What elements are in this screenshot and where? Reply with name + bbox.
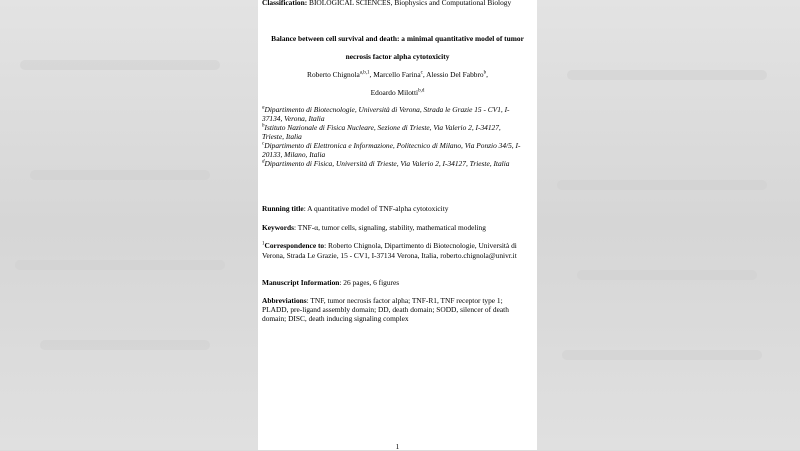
classification-line xyxy=(262,0,511,7)
manuscript-label: Manuscript Information xyxy=(262,278,340,287)
affiliation-text: Dipartimento di Elettronica e Informazione, Politecnico di Milano, Via Ponzio 34/5, I- xyxy=(264,141,521,150)
affiliation-a-line2: 37134, Verona, Italia xyxy=(262,114,325,123)
abbreviations-line2: PLADD, pre-ligand assembly domain; DD, death domain; SODD, silencer of death xyxy=(262,305,509,314)
page-number: 1 xyxy=(395,442,400,451)
affiliation-c-line2: 20133, Milano, Italia xyxy=(262,150,326,159)
author-chignola: Roberto Chignola xyxy=(307,70,360,79)
running-title-value: : A quantitative model of TNF-alpha cytotoxicity xyxy=(303,204,449,213)
affiliation-b-line2: Trieste, Italia xyxy=(262,132,302,141)
author-sup: a,b,1 xyxy=(359,70,370,76)
correspondence-text: : Roberto Chignola, Dipartimento di Biotecnologie, Università di xyxy=(324,241,517,250)
authors-line2 xyxy=(258,88,537,97)
classification-value: BIOLOGICAL SCIENCES, Biophysics and Computational Biology xyxy=(309,0,512,7)
paper-title-line2: necrosis factor alpha cytotoxicity xyxy=(345,52,450,61)
author-delfabbro: , Alessio Del Fabbro xyxy=(422,70,484,79)
affiliation-text: Dipartimento di Biotecnologie, Università di Verona, Strada le Grazie 15 - CV1, I- xyxy=(264,105,510,114)
author-farina: , Marcello Farina xyxy=(369,70,421,79)
affiliation-c-line1 xyxy=(262,141,520,150)
background-left xyxy=(0,0,258,450)
affiliation-a-line1 xyxy=(262,105,510,114)
abbreviations-line1 xyxy=(262,296,503,305)
keywords-value: : TNF-α, tumor cells, signaling, stability, mathematical modeling xyxy=(294,223,486,232)
correspondence-line1 xyxy=(262,241,517,250)
document-page xyxy=(258,0,537,450)
author-sup: c xyxy=(420,70,423,76)
affiliation-d-line1 xyxy=(262,159,509,168)
authors-line1 xyxy=(258,70,537,79)
affiliation-text: Istituto Nazionale di Fisica Nucleare, Sezione di Trieste, Via Valerio 2, I-34127, xyxy=(264,123,501,132)
abbreviations-text: : TNF, tumor necrosis factor alpha; TNF-R1, TNF receptor type 1; xyxy=(306,296,503,305)
correspondence-sup: 1 xyxy=(262,241,265,247)
running-title xyxy=(262,204,448,213)
affiliation-text: Dipartimento di Fisica, Università di Trieste, Via Valerio 2, I-34127, Trieste, Italia xyxy=(264,159,510,168)
author-sep: , xyxy=(486,70,488,79)
correspondence-label: Correspondence to xyxy=(264,241,325,250)
manuscript-info xyxy=(262,278,399,287)
running-title-label: Running title xyxy=(262,204,304,213)
manuscript-value: : 26 pages, 6 figures xyxy=(339,278,400,287)
affiliation-sup: d xyxy=(262,159,265,165)
paper-title-line1: Balance between cell survival and death: a minimal quantitative model of tumor xyxy=(271,34,524,43)
classification-label: Classification: xyxy=(262,0,308,7)
correspondence-line2: Verona, Strada Le Grazie, 15 - CV1, I-37134 Verona, Italia, roberto.chignola@univr.it xyxy=(262,251,517,260)
abbreviations-line3: domain; DISC, death inducing signaling complex xyxy=(262,314,409,323)
author-milotti: Edoardo Milotti xyxy=(370,88,419,97)
author-sup: b xyxy=(483,70,487,76)
affiliation-b-line1 xyxy=(262,123,501,132)
abbreviations-label: Abbreviations xyxy=(262,296,307,305)
keywords-label: Keywords xyxy=(262,223,295,232)
background-right xyxy=(537,0,800,450)
affiliation-sup: c xyxy=(262,141,265,147)
affiliation-sup: a xyxy=(262,105,265,111)
affiliation-sup: b xyxy=(262,123,265,129)
keywords xyxy=(262,223,486,232)
author-sup: b,d xyxy=(418,88,425,94)
